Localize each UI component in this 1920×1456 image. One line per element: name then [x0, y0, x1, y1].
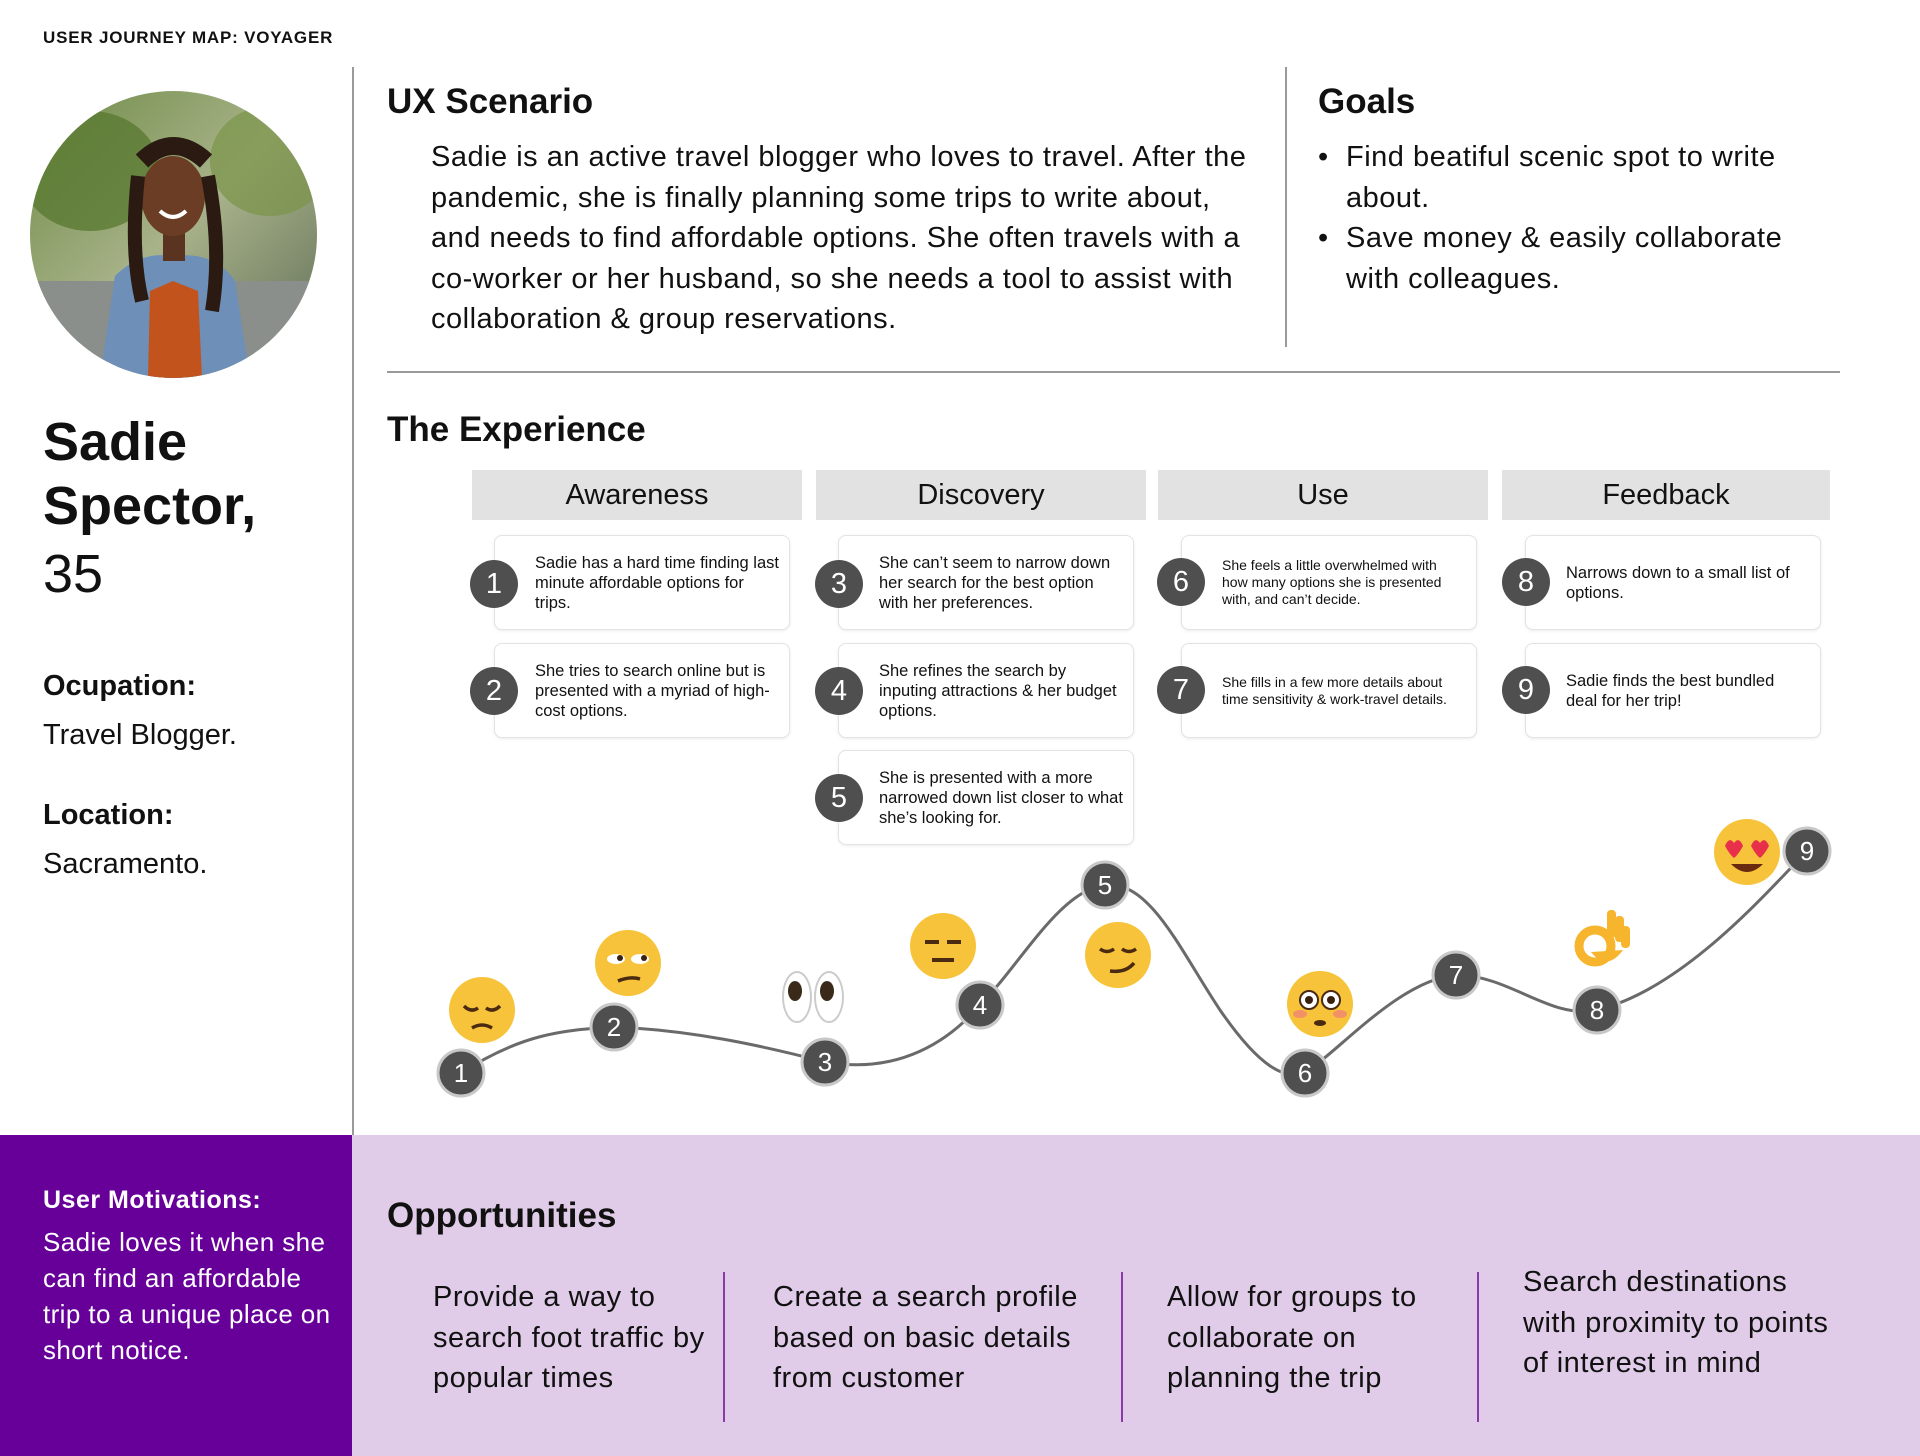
step-number-badge: 9 [1502, 666, 1550, 714]
step-number-badge: 1 [470, 560, 518, 608]
goal-item: • Find beatiful scenic spot to write about. [1318, 137, 1838, 218]
step-text: She can’t seem to narrow down her search for the best option with her preferences. [879, 553, 1111, 612]
step-number-badge: 7 [1157, 666, 1205, 714]
opportunities-title: Opportunities [387, 1196, 617, 1235]
curve-node-8 [1574, 987, 1620, 1033]
svg-text:5: 5 [1097, 870, 1113, 900]
bullet-icon: • [1318, 222, 1329, 254]
ok-hand-icon [1579, 910, 1630, 962]
motivations-text: Sadie loves it when she can find an affordable trip to a unique place on short notice. [43, 1227, 331, 1365]
step-text: Narrows down to a small list of options. [1566, 563, 1790, 602]
scenario-title: UX Scenario [387, 82, 594, 121]
step-text: She feels a little overwhelmed with how many options she is presented with, and can’t decide. [1222, 557, 1442, 607]
curve-node-2 [591, 1004, 637, 1050]
step-text: She refines the search by inputing attractions & her budget options. [879, 661, 1117, 720]
bullet-icon: • [1318, 141, 1329, 173]
persona-name: Sadie Spector, [43, 412, 257, 536]
pensive-face-icon [449, 977, 515, 1043]
opportunity-divider [723, 1272, 725, 1422]
opportunity-divider [1477, 1272, 1479, 1422]
opportunity-divider [1121, 1272, 1123, 1422]
svg-text:4: 4 [972, 990, 988, 1020]
scenario-text: Sadie is an active travel blogger who loves to travel. After the pandemic, she is finally planning some trips to write about, and needs to find affordable options. She often travels with a co-worker or her husband, so she needs a tool to assist with collaboration & group reservations. [431, 141, 1247, 335]
document-label: USER JOURNEY MAP: VOYAGER [43, 28, 334, 47]
step-text: She tries to search online but is presented with a myriad of high-cost options. [535, 661, 770, 720]
smirking-face-icon [1085, 922, 1151, 988]
step-number-badge: 5 [815, 774, 863, 822]
opportunity-item: Search destinations with proximity to points of interest in mind [1523, 1266, 1829, 1379]
svg-text:9: 9 [1799, 836, 1815, 866]
occupation-value: Travel Blogger. [43, 719, 237, 751]
step-number-badge: 6 [1157, 558, 1205, 606]
motivations-label: User Motivations: [43, 1186, 262, 1214]
goal-item: • Save money & easily collaborate with colleagues. [1318, 218, 1838, 299]
goals-title: Goals [1318, 82, 1416, 121]
curve-node-4 [957, 982, 1003, 1028]
svg-text:6: 6 [1297, 1058, 1313, 1088]
opportunity-item: Allow for groups to collaborate on planning the trip [1167, 1281, 1417, 1394]
svg-text:3: 3 [817, 1047, 833, 1077]
svg-text:1: 1 [453, 1058, 469, 1088]
location-label: Location: [43, 799, 174, 831]
curve-node-9 [1784, 828, 1830, 874]
step-number-badge: 8 [1502, 558, 1550, 606]
curve-node-3 [802, 1039, 848, 1085]
expressionless-face-icon [910, 913, 976, 979]
curve-node-1 [438, 1050, 484, 1096]
opportunity-item: Create a search profile based on basic details from customer [773, 1281, 1078, 1394]
experience-title: The Experience [387, 410, 646, 449]
step-text: Sadie finds the best bundled deal for her trip! [1566, 671, 1775, 710]
curve-node-7 [1433, 952, 1479, 998]
opportunity-item: Provide a way to search foot traffic by popular times [433, 1281, 705, 1394]
unamused-face-icon [595, 930, 661, 996]
step-number-badge: 3 [815, 560, 863, 608]
svg-text:7: 7 [1448, 960, 1464, 990]
svg-text:2: 2 [606, 1012, 622, 1042]
flushed-face-icon [1287, 971, 1353, 1037]
eyes-icon [783, 972, 843, 1022]
step-number-badge: 2 [470, 667, 518, 715]
heart-eyes-face-icon [1714, 819, 1780, 885]
stage-header-discovery: Discovery [816, 470, 1146, 520]
stage-header-use: Use [1158, 470, 1488, 520]
step-text: Sadie has a hard time finding last minute affordable options for trips. [535, 553, 779, 612]
curve-node-6 [1282, 1050, 1328, 1096]
occupation-label: Ocupation: [43, 670, 197, 702]
persona-age: 35 [43, 544, 104, 604]
stage-header-awareness: Awareness [472, 470, 802, 520]
step-text: She is presented with a more narrowed down list closer to what she’s looking for. [879, 768, 1123, 827]
step-number-badge: 4 [815, 667, 863, 715]
location-value: Sacramento. [43, 848, 208, 880]
stage-header-feedback: Feedback [1502, 470, 1830, 520]
curve-node-5 [1082, 862, 1128, 908]
svg-text:8: 8 [1589, 995, 1605, 1025]
step-text: She fills in a few more details about time sensitivity & work-travel details. [1222, 673, 1447, 707]
